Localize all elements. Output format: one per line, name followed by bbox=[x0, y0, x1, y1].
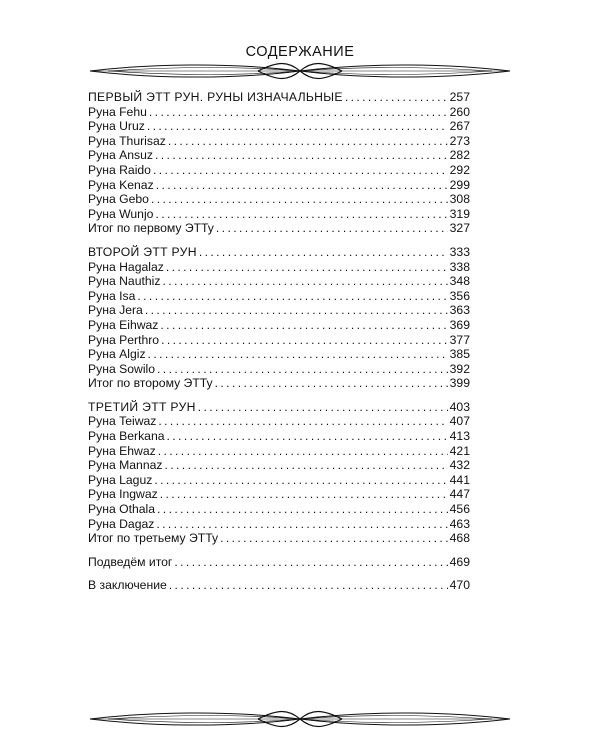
toc-section-heading bbox=[88, 245, 470, 260]
toc-entry-page: 421 bbox=[449, 443, 470, 458]
toc-entry-label: Руна Ingwaz bbox=[88, 487, 158, 502]
toc-entry-label: Руна Raido bbox=[88, 162, 151, 177]
toc-entry-page: 469 bbox=[449, 554, 470, 569]
toc-entry-label: Подведём итог bbox=[88, 554, 173, 569]
toc-leader-dots bbox=[153, 163, 448, 178]
toc-entry bbox=[88, 178, 470, 193]
flourish-divider-icon bbox=[88, 60, 512, 82]
toc-entry-page: 456 bbox=[449, 502, 470, 517]
toc-leader-dots bbox=[174, 555, 447, 570]
toc-entry-page: 273 bbox=[449, 133, 470, 148]
toc-leader-dots bbox=[198, 400, 448, 415]
toc-entry-page: 257 bbox=[449, 90, 470, 104]
toc-entry-label: В заключение bbox=[88, 578, 167, 593]
toc-leader-dots bbox=[158, 414, 447, 429]
toc-leader-dots bbox=[167, 429, 448, 444]
toc-entry-label: Руна Othala bbox=[88, 502, 156, 517]
toc-entry-page: 407 bbox=[449, 414, 470, 429]
toc-section bbox=[88, 578, 470, 593]
toc-leader-dots bbox=[161, 333, 448, 348]
toc-entry bbox=[88, 221, 470, 236]
toc-leader-dots bbox=[158, 444, 448, 459]
toc-entry-page: 267 bbox=[449, 119, 470, 134]
toc-entry-page: 468 bbox=[449, 531, 470, 546]
page-title: СОДЕРЖАНИЕ bbox=[245, 44, 355, 60]
toc-entry-label: Руна Laguz bbox=[88, 472, 153, 487]
toc-entry-label: Итог по первому ЭТТу bbox=[88, 221, 214, 236]
toc-leader-dots bbox=[155, 207, 447, 222]
toc-leader-dots bbox=[216, 221, 448, 236]
toc-entry bbox=[88, 148, 470, 163]
toc-entry-label: ВТОРОЙ ЭТТ РУН bbox=[88, 244, 197, 259]
toc-entry-label: Руна Kenaz bbox=[88, 177, 154, 192]
toc-leader-dots bbox=[215, 376, 448, 391]
toc-entry bbox=[88, 318, 470, 333]
toc-entry bbox=[88, 517, 470, 532]
toc-entry-page: 356 bbox=[449, 288, 470, 303]
toc-leader-dots bbox=[220, 531, 448, 546]
toc-entry-label: Руна Dagaz bbox=[88, 516, 155, 531]
toc-entry bbox=[88, 444, 470, 459]
toc-leader-dots bbox=[160, 318, 447, 333]
toc-entry-page: 413 bbox=[449, 429, 470, 444]
toc-leader-dots bbox=[345, 90, 448, 105]
toc-entry-page: 377 bbox=[449, 332, 470, 347]
toc-entry bbox=[88, 347, 470, 362]
toc-entry-label: Руна Uruz bbox=[88, 119, 145, 134]
toc-section bbox=[88, 400, 470, 546]
toc-entry-label: Руна Fehu bbox=[88, 104, 147, 119]
toc-entry bbox=[88, 134, 470, 149]
toc-leader-dots bbox=[145, 303, 448, 318]
toc-entry-page: 348 bbox=[449, 274, 470, 289]
toc-entry bbox=[88, 207, 470, 222]
toc-section bbox=[88, 90, 470, 236]
toc-entry bbox=[88, 376, 470, 391]
toc-entry-label: ПЕРВЫЙ ЭТТ РУН. РУНЫ ИЗНАЧАЛЬНЫЕ bbox=[88, 90, 343, 104]
toc-entry-page: 319 bbox=[449, 206, 470, 221]
toc-entry bbox=[88, 274, 470, 289]
toc-leader-dots bbox=[157, 502, 448, 517]
toc-entry-label: Руна Nauthiz bbox=[88, 274, 161, 289]
toc-entry-page: 385 bbox=[449, 347, 470, 362]
toc-entry-label: Итог по второму ЭТТу bbox=[88, 376, 213, 391]
toc-entry-page: 260 bbox=[449, 104, 470, 119]
toc-entry-label: Руна Gebo bbox=[88, 192, 149, 207]
toc-entry bbox=[88, 473, 470, 488]
toc-entry-label: Руна Thurisaz bbox=[88, 133, 166, 148]
toc-leader-dots bbox=[169, 578, 448, 593]
toc-leader-dots bbox=[147, 119, 448, 134]
toc-entry-label: Руна Perthro bbox=[88, 332, 160, 347]
toc-entry bbox=[88, 414, 470, 429]
toc-section bbox=[88, 555, 470, 570]
toc-entry bbox=[88, 531, 470, 546]
toc-entry bbox=[88, 289, 470, 304]
toc-entry-label: Руна Algiz bbox=[88, 347, 146, 362]
toc-entry-page: 333 bbox=[449, 244, 470, 259]
toc-entry-label: Руна Jera bbox=[88, 303, 143, 318]
toc-leader-dots bbox=[199, 245, 448, 260]
toc-leader-dots bbox=[151, 192, 448, 207]
toc-entry-page: 403 bbox=[449, 399, 470, 414]
toc-leader-dots bbox=[164, 458, 447, 473]
toc-leader-dots bbox=[155, 148, 448, 163]
toc-entry-page: 338 bbox=[449, 259, 470, 274]
toc-leader-dots bbox=[154, 473, 447, 488]
toc-entry bbox=[88, 362, 470, 377]
toc-entry bbox=[88, 429, 470, 444]
toc-entry-label: Руна Wunjo bbox=[88, 206, 154, 221]
toc-leader-dots bbox=[156, 517, 447, 532]
toc-entry-label: Руна Isa bbox=[88, 288, 136, 303]
toc-leader-dots bbox=[160, 487, 448, 502]
toc-entry-label: Руна Ansuz bbox=[88, 148, 153, 163]
toc-leader-dots bbox=[156, 178, 448, 193]
toc-entry-label: Руна Ehwaz bbox=[88, 443, 156, 458]
toc-entry-label: Руна Eihwaz bbox=[88, 317, 159, 332]
toc-entry bbox=[88, 192, 470, 207]
toc-entry-label: Итог по третьему ЭТТу bbox=[88, 531, 219, 546]
toc-entry-label: ТРЕТИЙ ЭТТ РУН bbox=[88, 399, 196, 414]
toc-entry-page: 399 bbox=[449, 376, 470, 391]
toc-entry bbox=[88, 333, 470, 348]
toc-entry-label: Руна Hagalaz bbox=[88, 259, 164, 274]
toc-section bbox=[88, 245, 470, 391]
toc-entry bbox=[88, 458, 470, 473]
toc-entry bbox=[88, 260, 470, 275]
toc-leader-dots bbox=[137, 289, 447, 304]
toc-entry-page: 432 bbox=[449, 458, 470, 473]
toc-entry-page: 392 bbox=[449, 361, 470, 376]
toc-entry bbox=[88, 163, 470, 178]
toc-entry bbox=[88, 119, 470, 134]
toc-entry bbox=[88, 555, 470, 570]
toc-entry bbox=[88, 578, 470, 593]
toc-entry bbox=[88, 487, 470, 502]
toc-section-heading bbox=[88, 400, 470, 415]
toc-leader-dots bbox=[162, 274, 447, 289]
toc-leader-dots bbox=[168, 134, 448, 149]
toc-entry-page: 292 bbox=[449, 162, 470, 177]
toc-entry-page: 441 bbox=[449, 472, 470, 487]
toc-leader-dots bbox=[148, 347, 448, 362]
toc-entry-page: 282 bbox=[449, 148, 470, 163]
toc-entry-label: Руна Teiwaz bbox=[88, 414, 157, 429]
toc-entry-page: 369 bbox=[449, 317, 470, 332]
flourish-divider-icon bbox=[88, 708, 512, 730]
toc-entry-page: 363 bbox=[449, 303, 470, 318]
toc-entry-page: 463 bbox=[449, 516, 470, 531]
toc-entry-label: Руна Mannaz bbox=[88, 458, 163, 473]
toc-leader-dots bbox=[149, 105, 448, 120]
toc-entry bbox=[88, 502, 470, 517]
toc-entry-label: Руна Berkana bbox=[88, 429, 165, 444]
toc-leader-dots bbox=[157, 362, 448, 377]
toc-entry-page: 299 bbox=[449, 177, 470, 192]
toc-entry bbox=[88, 105, 470, 120]
toc-entry-page: 470 bbox=[449, 578, 470, 593]
toc-entry bbox=[88, 303, 470, 318]
toc-section-heading bbox=[88, 90, 470, 105]
toc-entry-page: 447 bbox=[449, 487, 470, 502]
toc-entry-page: 327 bbox=[449, 221, 470, 236]
toc-leader-dots bbox=[166, 260, 448, 275]
table-of-contents bbox=[88, 90, 470, 593]
toc-entry-label: Руна Sowilo bbox=[88, 361, 156, 376]
toc-entry-page: 308 bbox=[449, 192, 470, 207]
